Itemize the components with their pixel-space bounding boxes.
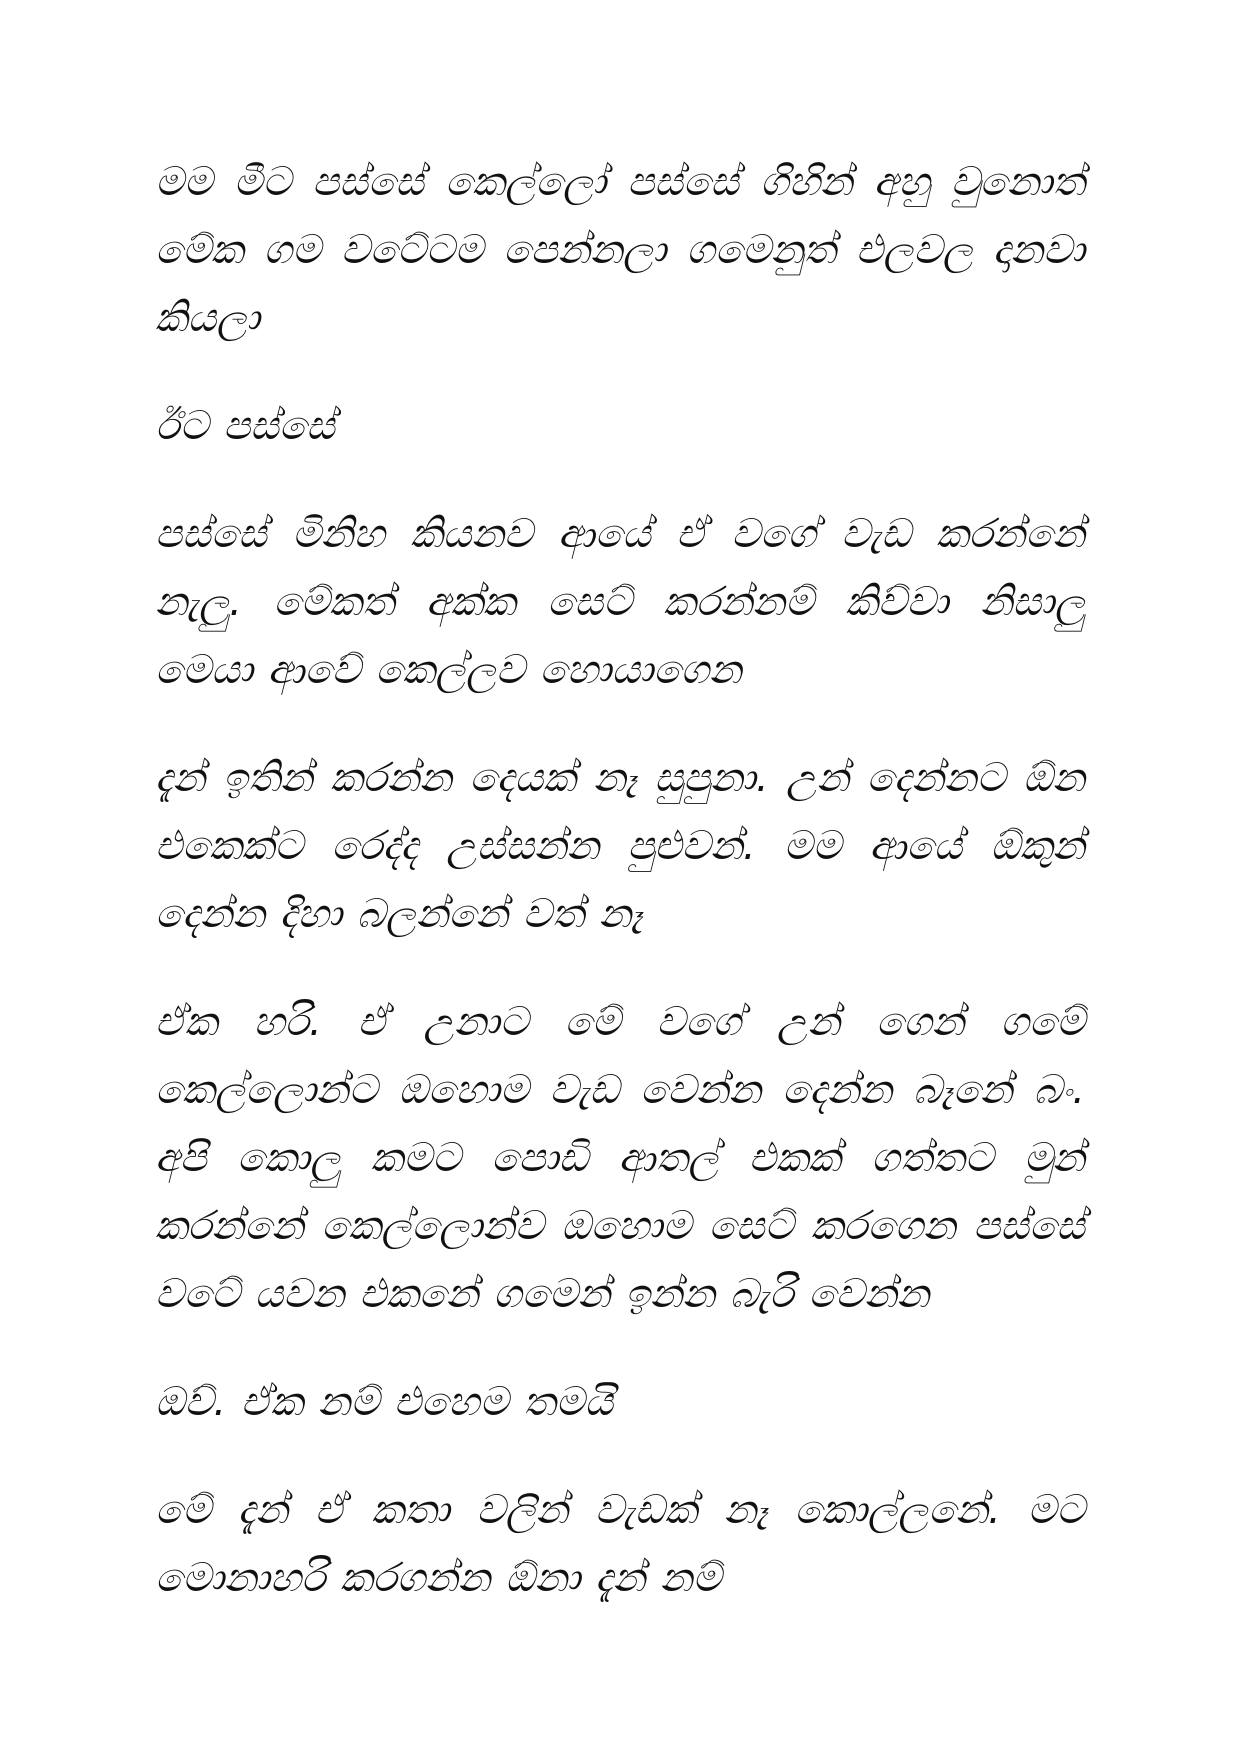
- page-body: [155, 148, 1085, 1652]
- paragraph: පස්සේ මිනිහ කියනව ආයේ ඒ වගේ වැඩ කරන්නේ නැලු. මේකත් අක්ක සෙට් කරන්නම් කිව්වා නිසාලු මෙයා ආවේ කෙල්ලව හොයාගෙන: [155, 511, 1085, 693]
- paragraph: මේ දැන් ඒ කතා වලින් වැඩක් නෑ කොල්ලනේ. මට මොනාහරි කරගන්න ඕනා දැන් නම්: [155, 1487, 1085, 1601]
- paragraph: මම මීට පස්සේ කෙල්ලෝ පස්සේ ගිහින් අහු වුනොත් මේක ගම වටේටම පෙන්නලා ගමෙනුත් එලවල දානවා කියලා: [155, 159, 1085, 341]
- paragraph: දැන් ඉතින් කරන්න දෙයක් නෑ සුපුනා. උන් දෙන්නට ඕන එකෙක්ට රෙද්ද උස්සන්න පුළුවන්. මම ආයේ ඕකුන් දෙන්න දිහා බලන්නේ වත් නෑ: [155, 755, 1085, 937]
- paragraph: ඊට පස්සේ: [155, 403, 335, 449]
- paragraph: ඒක හරි. ඒ උනාට මේ වගේ උන් ගෙන් ගමේ කෙල්ලොන්ට ඔහොම වැඩ වෙන්න දෙන්න බෑනේ බං. අපි කොලු කමට පොඩි ආතල් එකක් ගත්තට මුන් කරන්නේ කෙල්ලොන්ව ඔහොම සෙට් කරගෙන පස්සේ වටේ යවන එකනේ ගමෙන් ඉන්න බැරි වෙන්න: [155, 999, 1085, 1317]
- paragraph: ඔව්. ඒක නම් එහෙම තමයි: [155, 1379, 614, 1425]
